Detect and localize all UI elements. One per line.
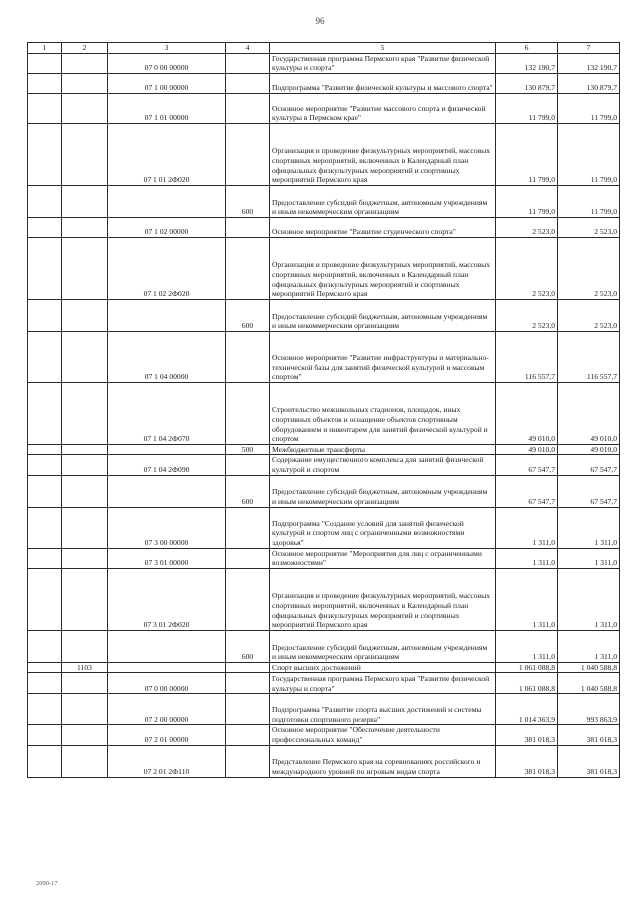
- amount-year-1: 1 311,0: [496, 630, 558, 662]
- amount-year-1: 381 018,3: [496, 745, 558, 777]
- item-name: Предоставление субсидий бюджетным, автономным учреждениям и иным некоммерческим организациям: [270, 475, 496, 507]
- target-article-code: [108, 662, 226, 673]
- empty-cell: [28, 568, 62, 630]
- section-code: [62, 725, 108, 745]
- expense-type-code: [226, 93, 270, 123]
- empty-cell: [28, 299, 62, 331]
- amount-year-1: 2 523,0: [496, 237, 558, 299]
- column-header: 4: [226, 43, 270, 54]
- column-header: 5: [270, 43, 496, 54]
- amount-year-2: 2 523,0: [558, 217, 620, 237]
- amount-year-1: 1 311,0: [496, 568, 558, 630]
- expense-type-code: [226, 725, 270, 745]
- table-row: [28, 475, 620, 507]
- expense-type-code: [226, 673, 270, 694]
- table-row: [28, 331, 620, 382]
- column-header: 6: [496, 43, 558, 54]
- target-article-code: 07 2 01 00000: [108, 725, 226, 745]
- target-article-code: 07 3 01 00000: [108, 548, 226, 568]
- section-code: [62, 217, 108, 237]
- item-name: Организация и проведение физкультурных мероприятий, массовых спортивных мероприятий, включенных в Календарный план официальных физкультурных мероприятий и спортивных мероприятий Пермского края: [270, 123, 496, 185]
- section-code: [62, 507, 108, 548]
- section-code: [62, 237, 108, 299]
- empty-cell: [28, 331, 62, 382]
- expense-type-code: [226, 455, 270, 475]
- amount-year-2: 67 547,7: [558, 475, 620, 507]
- amount-year-2: 11 799,0: [558, 185, 620, 217]
- amount-year-1: 116 557,7: [496, 331, 558, 382]
- amount-year-2: 993 863,9: [558, 694, 620, 725]
- target-article-code: 07 3 01 2Ф020: [108, 568, 226, 630]
- section-code: [62, 673, 108, 694]
- item-name: Организация и проведение физкультурных мероприятий, массовых спортивных мероприятий, включенных в Календарный план официальных физкультурных мероприятий и спортивных мероприятий Пермского края: [270, 237, 496, 299]
- expense-type-code: [226, 73, 270, 93]
- expense-type-code: [226, 568, 270, 630]
- target-article-code: 07 1 04 2Ф070: [108, 382, 226, 444]
- section-code: [62, 568, 108, 630]
- amount-year-1: 1 061 088,8: [496, 673, 558, 694]
- target-article-code: 07 3 00 00000: [108, 507, 226, 548]
- table-row: [28, 53, 620, 73]
- empty-cell: [28, 237, 62, 299]
- target-article-code: [108, 185, 226, 217]
- amount-year-2: 130 879,7: [558, 73, 620, 93]
- expense-type-code: [226, 745, 270, 777]
- target-article-code: 07 2 01 2Ф110: [108, 745, 226, 777]
- amount-year-1: 67 547,7: [496, 475, 558, 507]
- section-code: [62, 123, 108, 185]
- table-row: [28, 382, 620, 444]
- amount-year-2: 1 311,0: [558, 630, 620, 662]
- amount-year-1: 49 010,0: [496, 444, 558, 455]
- amount-year-2: 132 190,7: [558, 53, 620, 73]
- target-article-code: 07 1 01 2Ф020: [108, 123, 226, 185]
- footer-code: 2090-17: [36, 880, 58, 887]
- amount-year-2: 1 311,0: [558, 548, 620, 568]
- item-name: Подпрограмма "Развитие физической культуры и массового спорта": [270, 73, 496, 93]
- amount-year-2: 1 040 588,8: [558, 662, 620, 673]
- amount-year-1: 49 010,0: [496, 382, 558, 444]
- amount-year-2: 2 523,0: [558, 237, 620, 299]
- item-name: Основное мероприятие "Развитие массового спорта и физической культуры в Пермском крае": [270, 93, 496, 123]
- section-code: [62, 93, 108, 123]
- amount-year-2: 49 010,0: [558, 382, 620, 444]
- page-number: 96: [315, 16, 325, 26]
- item-name: Основное мероприятие "Обеспечение деятельности профессиональных команд": [270, 725, 496, 745]
- item-name: Спорт высших достижений: [270, 662, 496, 673]
- amount-year-2: 49 010,0: [558, 444, 620, 455]
- amount-year-1: 11 799,0: [496, 123, 558, 185]
- table-row: [28, 507, 620, 548]
- section-code: [62, 548, 108, 568]
- table-header-row: [28, 43, 620, 54]
- table-row: [28, 217, 620, 237]
- table-row: [28, 237, 620, 299]
- amount-year-1: 2 523,0: [496, 299, 558, 331]
- table-row: [28, 73, 620, 93]
- amount-year-1: 381 018,3: [496, 725, 558, 745]
- amount-year-2: 1 311,0: [558, 568, 620, 630]
- target-article-code: 07 2 00 00000: [108, 694, 226, 725]
- item-name: Предоставление субсидий бюджетным, автономным учреждениям и иным некоммерческим организациям: [270, 299, 496, 331]
- budget-table: [27, 42, 620, 778]
- expense-type-code: 600: [226, 630, 270, 662]
- table-row: [28, 299, 620, 331]
- expense-type-code: [226, 237, 270, 299]
- empty-cell: [28, 548, 62, 568]
- table-row: [28, 548, 620, 568]
- expense-type-code: 600: [226, 299, 270, 331]
- section-code: [62, 53, 108, 73]
- empty-cell: [28, 725, 62, 745]
- item-name: Основное мероприятие "Развитие инфраструктуры и материально-технической базы для занятий физической культурой и массовым спортом": [270, 331, 496, 382]
- amount-year-2: 116 557,7: [558, 331, 620, 382]
- expense-type-code: [226, 507, 270, 548]
- amount-year-1: 130 879,7: [496, 73, 558, 93]
- expense-type-code: [226, 662, 270, 673]
- empty-cell: [28, 382, 62, 444]
- section-code: [62, 185, 108, 217]
- item-name: Представление Пермского края на соревнованиях российского и международного уровней по игровым видам спорта: [270, 745, 496, 777]
- amount-year-1: 67 547,7: [496, 455, 558, 475]
- empty-cell: [28, 455, 62, 475]
- section-code: [62, 475, 108, 507]
- amount-year-2: 11 799,0: [558, 123, 620, 185]
- column-header: 1: [28, 43, 62, 54]
- target-article-code: 07 1 00 00000: [108, 73, 226, 93]
- item-name: Подпрограмма "Создание условий для занятий физической культурой и спортом лиц с ограниченными возможностями здоровья": [270, 507, 496, 548]
- item-name: Основное мероприятие "Мероприятия для лиц с ограниченными возможностями": [270, 548, 496, 568]
- item-name: Основное мероприятие "Развитие студенческого спорта": [270, 217, 496, 237]
- section-code: [62, 382, 108, 444]
- table-row: [28, 725, 620, 745]
- section-code: [62, 444, 108, 455]
- amount-year-1: 1 311,0: [496, 507, 558, 548]
- item-name: Предоставление субсидий бюджетным, автономным учреждениям и иным некоммерческим организациям: [270, 185, 496, 217]
- section-code: [62, 455, 108, 475]
- amount-year-1: 1 061 088,8: [496, 662, 558, 673]
- section-code: [62, 73, 108, 93]
- section-code: [62, 299, 108, 331]
- expense-type-code: [226, 548, 270, 568]
- item-name: Строительство межшкольных стадионов, площадок, иных спортивных объектов и оснащение объектов спортивным оборудованием и инвентарем для занятий физической культурой и спортом: [270, 382, 496, 444]
- table-row: [28, 662, 620, 673]
- target-article-code: 07 1 01 00000: [108, 93, 226, 123]
- empty-cell: [28, 53, 62, 73]
- empty-cell: [28, 185, 62, 217]
- expense-type-code: 600: [226, 185, 270, 217]
- section-code: [62, 694, 108, 725]
- empty-cell: [28, 444, 62, 455]
- table-row: [28, 185, 620, 217]
- table-row: [28, 673, 620, 694]
- target-article-code: 07 1 04 2Ф090: [108, 455, 226, 475]
- empty-cell: [28, 630, 62, 662]
- item-name: Государственная программа Пермского края "Развитие физической культуры и спорта": [270, 673, 496, 694]
- empty-cell: [28, 73, 62, 93]
- item-name: Подпрограмма "Развитие спорта высших достижений и системы подготовки спортивного резерва": [270, 694, 496, 725]
- empty-cell: [28, 475, 62, 507]
- expense-type-code: [226, 331, 270, 382]
- expense-type-code: 600: [226, 475, 270, 507]
- target-article-code: 07 1 02 2Ф020: [108, 237, 226, 299]
- item-name: Содержание имущественного комплекса для занятий физической культурой и спортом: [270, 455, 496, 475]
- table-row: [28, 444, 620, 455]
- amount-year-2: 381 018,3: [558, 725, 620, 745]
- column-header: 2: [62, 43, 108, 54]
- amount-year-2: 2 523,0: [558, 299, 620, 331]
- expense-type-code: [226, 694, 270, 725]
- target-article-code: [108, 630, 226, 662]
- empty-cell: [28, 217, 62, 237]
- amount-year-2: 381 018,3: [558, 745, 620, 777]
- amount-year-1: 2 523,0: [496, 217, 558, 237]
- table-row: [28, 93, 620, 123]
- target-article-code: [108, 475, 226, 507]
- empty-cell: [28, 662, 62, 673]
- column-header: 7: [558, 43, 620, 54]
- table-row: [28, 123, 620, 185]
- table-row: [28, 694, 620, 725]
- empty-cell: [28, 694, 62, 725]
- section-code: [62, 745, 108, 777]
- column-header: 3: [108, 43, 226, 54]
- expense-type-code: 500: [226, 444, 270, 455]
- target-article-code: 07 0 00 00000: [108, 53, 226, 73]
- item-name: Межбюджетные трансферты: [270, 444, 496, 455]
- target-article-code: [108, 299, 226, 331]
- amount-year-1: 132 190,7: [496, 53, 558, 73]
- empty-cell: [28, 123, 62, 185]
- amount-year-1: 1 311,0: [496, 548, 558, 568]
- item-name: Организация и проведение физкультурных мероприятий, массовых спортивных мероприятий, включенных в Календарный план официальных физкультурных мероприятий и спортивных мероприятий Пермского края: [270, 568, 496, 630]
- target-article-code: 07 0 00 00000: [108, 673, 226, 694]
- section-code: [62, 630, 108, 662]
- amount-year-2: 1 311,0: [558, 507, 620, 548]
- amount-year-2: 11 799,0: [558, 93, 620, 123]
- expense-type-code: [226, 123, 270, 185]
- section-code: 1103: [62, 662, 108, 673]
- empty-cell: [28, 745, 62, 777]
- amount-year-1: 11 799,0: [496, 93, 558, 123]
- item-name: Предоставление субсидий бюджетным, автономным учреждениям и иным некоммерческим организациям: [270, 630, 496, 662]
- section-code: [62, 331, 108, 382]
- target-article-code: 07 1 02 00000: [108, 217, 226, 237]
- expense-type-code: [226, 53, 270, 73]
- empty-cell: [28, 507, 62, 548]
- table-row: [28, 568, 620, 630]
- expense-type-code: [226, 382, 270, 444]
- empty-cell: [28, 93, 62, 123]
- target-article-code: 07 1 04 00000: [108, 331, 226, 382]
- empty-cell: [28, 673, 62, 694]
- target-article-code: [108, 444, 226, 455]
- amount-year-1: 11 799,0: [496, 185, 558, 217]
- item-name: Государственная программа Пермского края "Развитие физической культуры и спорта": [270, 53, 496, 73]
- amount-year-2: 67 547,7: [558, 455, 620, 475]
- table-row: [28, 455, 620, 475]
- table-row: [28, 745, 620, 777]
- table-row: [28, 630, 620, 662]
- amount-year-1: 1 014 363,9: [496, 694, 558, 725]
- amount-year-2: 1 040 588,8: [558, 673, 620, 694]
- expense-type-code: [226, 217, 270, 237]
